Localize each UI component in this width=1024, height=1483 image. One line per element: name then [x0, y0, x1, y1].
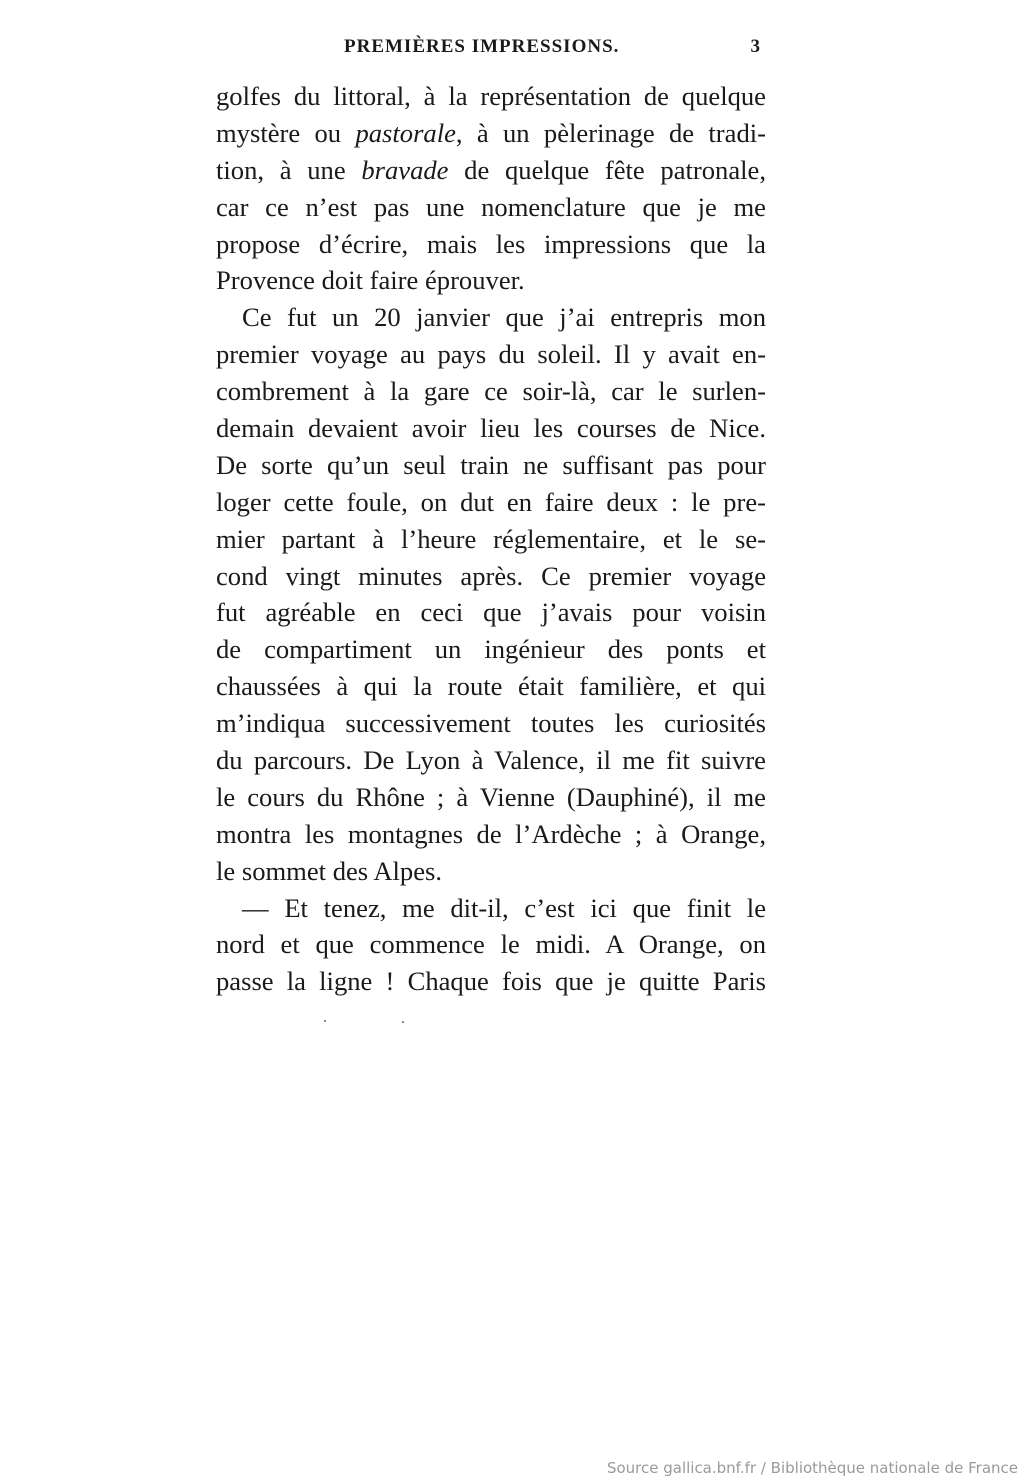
text-run: de quelque fête patronale,	[448, 154, 767, 185]
text-line: nord et que commence le midi. A Orange, on	[216, 929, 766, 960]
text-line: — Et tenez, me dit-il, c’est ici que finit le	[242, 892, 766, 923]
text-line: car ce n’est pas une nomenclature que je me	[216, 191, 766, 222]
italic-term: pastorale	[355, 117, 456, 148]
text-run: tion, à une	[216, 154, 362, 185]
text-run: , à un pèlerinage de tradi-	[455, 117, 767, 148]
text-line	[216, 152, 766, 189]
text-line: combrement à la gare ce soir-là, car le surlen-	[216, 376, 766, 407]
text-run: mystère ou	[216, 117, 356, 148]
text-line: De sorte qu’un seul train ne suffisant pas pour	[216, 449, 766, 480]
text-line: le sommet des Alpes.	[216, 855, 443, 886]
text-line: montra les montagnes de l’Ardèche ; à Orange,	[216, 818, 766, 849]
print-specks	[320, 1018, 420, 1024]
text-line: loger cette foule, on dut en faire deux : le pre-	[216, 486, 766, 517]
speck-dot	[324, 1020, 326, 1022]
text-line: m’indiqua successivement toutes les curiosités	[216, 708, 766, 739]
text-line: demain devaient avoir lieu les courses de Nice.	[216, 413, 766, 444]
text-line: Ce fut un 20 janvier que j’ai entrepris mon	[242, 302, 766, 333]
page-number: 3	[750, 36, 760, 57]
paragraph-2	[216, 299, 766, 889]
text-line: passe la ligne ! Chaque fois que je quitte Paris	[216, 966, 766, 997]
source-credit: Source gallica.bnf.fr / Bibliothèque nationale de France	[606, 1459, 1018, 1477]
text-line: Provence doit faire éprouver.	[216, 265, 525, 296]
text-line	[216, 115, 766, 152]
text-line: de compartiment un ingénieur des ponts et	[216, 634, 766, 665]
speck-dot	[402, 1021, 404, 1023]
text-line: du parcours. De Lyon à Valence, il me fit suivre	[216, 745, 766, 776]
page-body	[216, 78, 766, 1000]
text-line: premier voyage au pays du soleil. Il y avait en-	[216, 339, 766, 370]
paragraph-1	[216, 78, 766, 299]
text-line: chaussées à qui la route était familière, et qui	[216, 671, 766, 702]
running-header	[216, 36, 766, 68]
running-title: PREMIÈRES IMPRESSIONS.	[344, 36, 620, 57]
text-line: propose d’écrire, mais les impressions que la	[216, 228, 766, 259]
paragraph-3	[216, 890, 766, 1001]
text-line: le cours du Rhône ; à Vienne (Dauphiné), il me	[216, 781, 766, 812]
text-line: golfes du littoral, à la représentation de quelque	[216, 81, 766, 111]
text-line: mier partant à l’heure réglementaire, et le se-	[216, 523, 766, 554]
italic-term: bravade	[361, 154, 449, 185]
text-line: fut agréable en ceci que j’avais pour voisin	[216, 597, 766, 628]
text-line: cond vingt minutes après. Ce premier voyage	[216, 560, 766, 591]
